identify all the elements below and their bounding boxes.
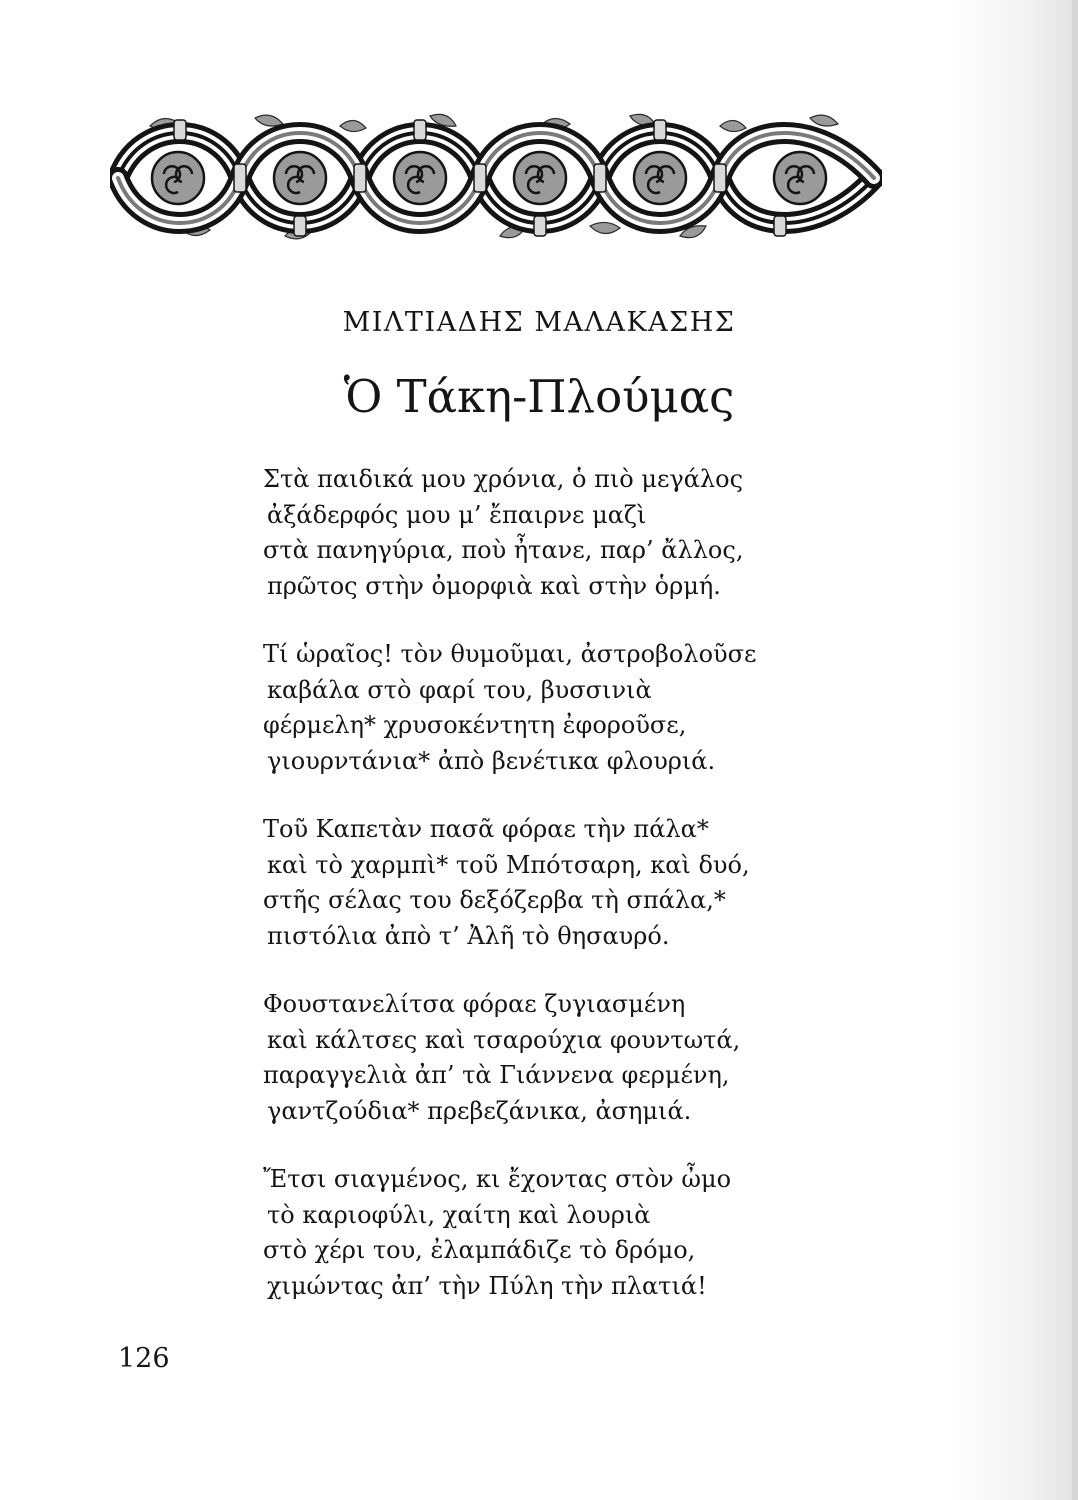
stanza xyxy=(263,637,823,779)
poem-line: Τί ὡραῖος! τὸν θυμοῦμαι, ἀστροβολοῦσε xyxy=(263,640,757,668)
poem-line: ἀξάδερφός μου μ’ ἔπαιρνε μαζὶ xyxy=(267,500,647,529)
stanza xyxy=(263,987,823,1129)
stanza xyxy=(263,812,823,954)
page-edge-shadow xyxy=(1072,0,1078,1500)
byzantine-scroll-ornament-icon xyxy=(110,108,882,248)
poem-title: Ὁ Τάκη-Πλούμας xyxy=(343,370,735,423)
author-name: ΜΙΛΤΙΑΔΗΣ ΜΑΛΑΚΑΣΗΣ xyxy=(342,307,736,338)
page-number: 126 xyxy=(118,1343,170,1374)
poem-line: πρῶτος στὴν ὀμορφιὰ καὶ στὴν ὁρμή. xyxy=(267,571,721,600)
poem-line: καὶ τὸ χαρμπὶ* τοῦ Μπότσαρη, καὶ δυό, xyxy=(267,850,750,879)
poem-line: φέρμελη* χρυσοκέντητη ἐφοροῦσε, xyxy=(263,711,687,739)
stanza xyxy=(263,462,823,604)
poem-line: πιστόλια ἀπὸ τ’ Ἀλῆ τὸ θησαυρό. xyxy=(267,921,670,950)
poem-line: Ἔτσι σιαγμένος, κι ἔχοντας στὸν ὦμο xyxy=(263,1165,732,1193)
poem-line: γιουρντάνια* ἀπὸ βενέτικα φλουριά. xyxy=(267,746,716,775)
poem-body xyxy=(263,462,823,1337)
poem-line: καὶ κάλτσες καὶ τσαρούχια φουντωτά, xyxy=(267,1025,741,1054)
poem-line: γαντζούδια* πρεβεζάνικα, ἀσημιά. xyxy=(267,1096,692,1125)
poem-line: παραγγελιὰ ἀπ’ τὰ Γιάννενα φερμένη, xyxy=(263,1061,730,1089)
poem-line: τὸ καριοφύλι, χαίτη καὶ λουριὰ xyxy=(267,1200,651,1229)
poem-line: Στὰ παιδικά μου χρόνια, ὁ πιὸ μεγάλος xyxy=(263,465,744,493)
poem-line: Τοῦ Καπετὰν πασᾶ φόραε τὴν πάλα* xyxy=(263,815,709,843)
stanza xyxy=(263,1162,823,1304)
poem-line: στὰ πανηγύρια, ποὺ ἦτανε, παρ’ ἄλλος, xyxy=(263,536,744,564)
poem-line: καβάλα στὸ φαρί του, βυσσινιὰ xyxy=(267,675,652,704)
poem-line: χιμώντας ἀπ’ τὴν Πύλη τὴν πλατιά! xyxy=(267,1271,707,1300)
poem-line: στῆς σέλας του δεξόζερβα τὴ σπάλα,* xyxy=(263,886,726,914)
poem-line: στὸ χέρι του, ἐλαμπάδιζε τὸ δρόμο, xyxy=(263,1236,696,1264)
poem-line: Φουστανελίτσα φόραε ζυγιασμένη xyxy=(263,990,686,1018)
